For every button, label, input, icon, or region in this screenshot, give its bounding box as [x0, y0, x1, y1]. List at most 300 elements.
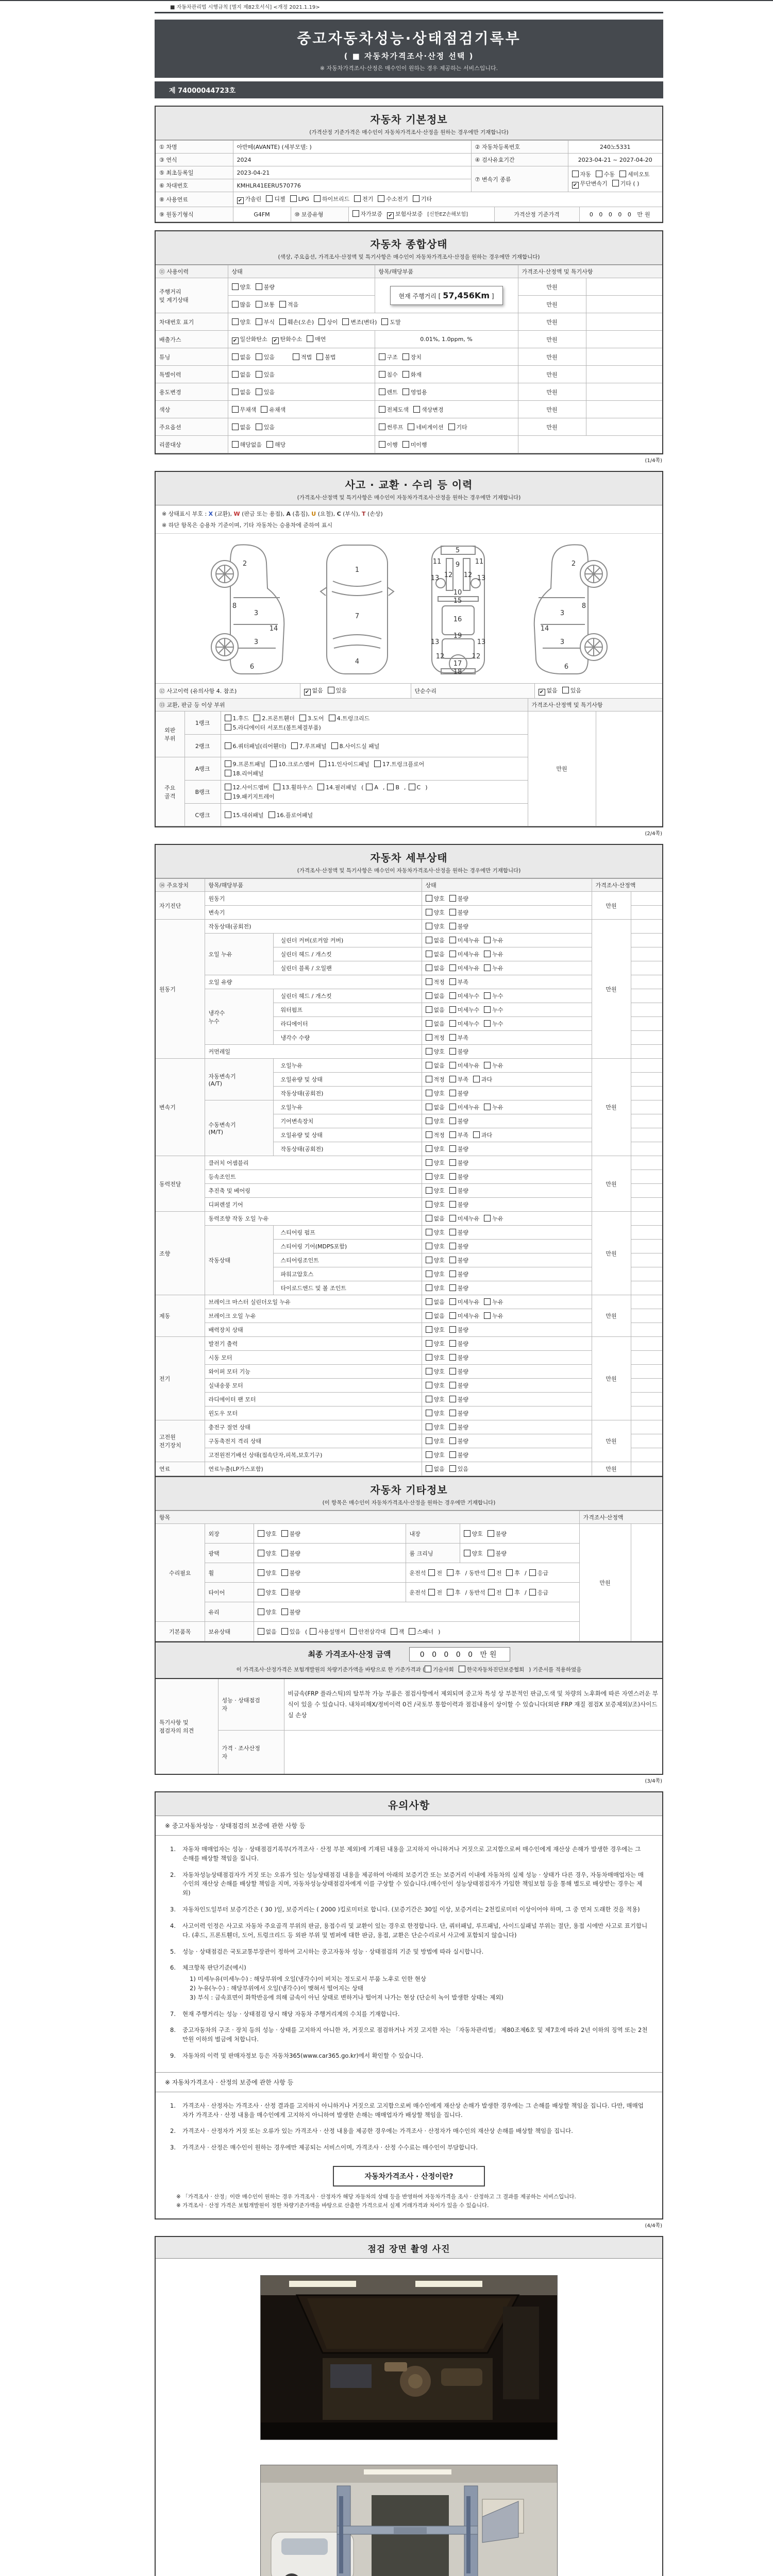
- unchecked-checkbox-icon[interactable]: [449, 1382, 456, 1388]
- checkbox-option[interactable]: 없음: [232, 423, 251, 431]
- unchecked-checkbox-icon[interactable]: [484, 951, 491, 957]
- unchecked-checkbox-icon[interactable]: [449, 1215, 456, 1222]
- checkbox-option[interactable]: ✔ 없음: [539, 686, 558, 696]
- unchecked-checkbox-icon[interactable]: [428, 1569, 435, 1576]
- checkbox-option[interactable]: 양호: [426, 1367, 445, 1376]
- unchecked-checkbox-icon[interactable]: [274, 784, 280, 790]
- checkbox-option[interactable]: 부족: [449, 1131, 468, 1139]
- checkbox-option[interactable]: 17.트렁크플로어: [374, 760, 424, 768]
- unchecked-checkbox-icon[interactable]: [449, 1131, 456, 1138]
- checkbox-option[interactable]: 없음: [426, 1465, 445, 1473]
- checkbox-option[interactable]: 유채색: [261, 405, 285, 414]
- checkbox-option[interactable]: 양호: [426, 922, 445, 930]
- checkbox-option[interactable]: 네비게이션: [408, 423, 443, 431]
- unchecked-checkbox-icon[interactable]: [317, 784, 324, 790]
- unchecked-checkbox-icon[interactable]: [426, 1382, 432, 1388]
- checkbox-option[interactable]: 11.인사이드패널: [320, 760, 369, 768]
- checkbox-option[interactable]: 누수: [484, 1020, 503, 1028]
- unchecked-checkbox-icon[interactable]: [449, 1173, 456, 1180]
- unchecked-checkbox-icon[interactable]: [426, 1062, 432, 1069]
- unchecked-checkbox-icon[interactable]: [449, 1354, 456, 1361]
- unchecked-checkbox-icon[interactable]: [426, 1257, 432, 1263]
- checkbox-option[interactable]: 부족: [449, 978, 468, 986]
- unchecked-checkbox-icon[interactable]: [459, 1666, 465, 1672]
- unchecked-checkbox-icon[interactable]: [449, 1423, 456, 1430]
- unchecked-checkbox-icon[interactable]: [426, 1117, 432, 1124]
- checkbox-option[interactable]: 불량: [488, 1530, 507, 1538]
- checkbox-option[interactable]: ✔ 탄화수소: [272, 335, 303, 344]
- checkbox-option[interactable]: 14.필러패널: [317, 783, 357, 791]
- unchecked-checkbox-icon[interactable]: [426, 895, 432, 902]
- unchecked-checkbox-icon[interactable]: [426, 1465, 432, 1472]
- checkbox-option[interactable]: 침수: [379, 370, 398, 379]
- unchecked-checkbox-icon[interactable]: [258, 1569, 264, 1576]
- unchecked-checkbox-icon[interactable]: [307, 335, 313, 342]
- unchecked-checkbox-icon[interactable]: [464, 1530, 470, 1537]
- unchecked-checkbox-icon[interactable]: [352, 210, 359, 217]
- unchecked-checkbox-icon[interactable]: [281, 1608, 288, 1615]
- unchecked-checkbox-icon[interactable]: [426, 964, 432, 971]
- unchecked-checkbox-icon[interactable]: [232, 371, 239, 378]
- unchecked-checkbox-icon[interactable]: [529, 1569, 536, 1576]
- checkbox-option[interactable]: 있음: [256, 388, 275, 396]
- checkbox-option[interactable]: 없음: [426, 1312, 445, 1320]
- checkbox-option[interactable]: 양호: [426, 1145, 445, 1153]
- checkbox-option[interactable]: 적정: [426, 1075, 445, 1083]
- unchecked-checkbox-icon[interactable]: [409, 1628, 415, 1635]
- checkbox-option[interactable]: 있음: [256, 370, 275, 379]
- unchecked-checkbox-icon[interactable]: [426, 1340, 432, 1347]
- unchecked-checkbox-icon[interactable]: [484, 1020, 491, 1027]
- unchecked-checkbox-icon[interactable]: [449, 1229, 456, 1235]
- unchecked-checkbox-icon[interactable]: [449, 1006, 456, 1013]
- checkbox-option[interactable]: 부족: [449, 1075, 468, 1083]
- unchecked-checkbox-icon[interactable]: [426, 1104, 432, 1110]
- checkbox-option[interactable]: 양호: [426, 1451, 445, 1459]
- checkbox-option[interactable]: 과다: [473, 1075, 492, 1083]
- checkbox-option[interactable]: 해당없음: [232, 440, 262, 449]
- unchecked-checkbox-icon[interactable]: [426, 1243, 432, 1249]
- checkbox-option[interactable]: 기타: [448, 423, 467, 431]
- checkbox-option[interactable]: 미세누수: [449, 1006, 480, 1014]
- checkbox-option[interactable]: 없음: [232, 388, 251, 396]
- unchecked-checkbox-icon[interactable]: [426, 1410, 432, 1416]
- unchecked-checkbox-icon[interactable]: [449, 1104, 456, 1110]
- checked-checkbox-icon[interactable]: ✔: [304, 689, 311, 696]
- checkbox-option[interactable]: ✔ 없음: [304, 686, 323, 696]
- unchecked-checkbox-icon[interactable]: [572, 171, 579, 177]
- checkbox-option[interactable]: 1.후드: [225, 714, 249, 722]
- checkbox-option[interactable]: 양호: [426, 1270, 445, 1278]
- unchecked-checkbox-icon[interactable]: [232, 406, 239, 413]
- checkbox-option[interactable]: B: [387, 784, 399, 791]
- checkbox-option[interactable]: 양호: [426, 1089, 445, 1097]
- checked-checkbox-icon[interactable]: ✔: [387, 212, 394, 219]
- unchecked-checkbox-icon[interactable]: [291, 742, 298, 749]
- unchecked-checkbox-icon[interactable]: [402, 388, 409, 395]
- unchecked-checkbox-icon[interactable]: [449, 978, 456, 985]
- unchecked-checkbox-icon[interactable]: [473, 1076, 480, 1082]
- checkbox-option[interactable]: ✔ 가솔린: [237, 195, 262, 204]
- checkbox-option[interactable]: 없음: [258, 1628, 277, 1636]
- unchecked-checkbox-icon[interactable]: [426, 1090, 432, 1096]
- unchecked-checkbox-icon[interactable]: [258, 1530, 264, 1537]
- checkbox-option[interactable]: 누유: [484, 1214, 503, 1223]
- checkbox-option[interactable]: 9.프론트패널: [225, 760, 266, 768]
- unchecked-checkbox-icon[interactable]: [281, 1589, 288, 1596]
- unchecked-checkbox-icon[interactable]: [426, 1270, 432, 1277]
- checkbox-option[interactable]: 없음: [426, 1020, 445, 1028]
- unchecked-checkbox-icon[interactable]: [391, 1628, 397, 1635]
- checkbox-option[interactable]: 미세누수: [449, 992, 480, 1000]
- checkbox-option[interactable]: 해당: [266, 440, 285, 449]
- unchecked-checkbox-icon[interactable]: [449, 1396, 456, 1402]
- unchecked-checkbox-icon[interactable]: [484, 1312, 491, 1319]
- checkbox-option[interactable]: 양호: [426, 1340, 445, 1348]
- checkbox-option[interactable]: 양호: [426, 1200, 445, 1209]
- unchecked-checkbox-icon[interactable]: [293, 353, 299, 360]
- unchecked-checkbox-icon[interactable]: [449, 964, 456, 971]
- checkbox-option[interactable]: 미세누수: [449, 1020, 480, 1028]
- checkbox-option[interactable]: 불법: [316, 353, 335, 361]
- unchecked-checkbox-icon[interactable]: [225, 742, 231, 749]
- checkbox-option[interactable]: 양호: [426, 1395, 445, 1403]
- unchecked-checkbox-icon[interactable]: [232, 318, 239, 325]
- checkbox-option[interactable]: 보통: [256, 300, 275, 309]
- unchecked-checkbox-icon[interactable]: [329, 715, 335, 721]
- checkbox-option[interactable]: 불량: [449, 1353, 468, 1362]
- unchecked-checkbox-icon[interactable]: [506, 1569, 513, 1576]
- unchecked-checkbox-icon[interactable]: [381, 318, 388, 325]
- unchecked-checkbox-icon[interactable]: [374, 760, 381, 767]
- checkbox-option[interactable]: 적음: [279, 300, 298, 309]
- unchecked-checkbox-icon[interactable]: [449, 1270, 456, 1277]
- unchecked-checkbox-icon[interactable]: [366, 784, 373, 790]
- checkbox-option[interactable]: 있음: [562, 686, 581, 694]
- unchecked-checkbox-icon[interactable]: [449, 1326, 456, 1333]
- checkbox-option[interactable]: 구조: [379, 353, 398, 361]
- checkbox-option[interactable]: 전체도색: [379, 405, 409, 414]
- checkbox-option[interactable]: 누유: [484, 1298, 503, 1306]
- checkbox-option[interactable]: 불량: [449, 1117, 468, 1125]
- checkbox-option[interactable]: 양호: [426, 1117, 445, 1125]
- checkbox-option[interactable]: 미이행: [402, 440, 427, 449]
- checkbox-option[interactable]: 화재: [402, 370, 422, 379]
- unchecked-checkbox-icon[interactable]: [449, 1145, 456, 1152]
- unchecked-checkbox-icon[interactable]: [281, 1550, 288, 1556]
- unchecked-checkbox-icon[interactable]: [225, 784, 231, 790]
- checkbox-option[interactable]: 양호: [426, 894, 445, 903]
- unchecked-checkbox-icon[interactable]: [484, 1006, 491, 1013]
- checkbox-option[interactable]: 장치: [402, 353, 422, 361]
- checkbox-option[interactable]: 불량: [449, 1437, 468, 1445]
- checkbox-option[interactable]: 누유: [484, 1312, 503, 1320]
- unchecked-checkbox-icon[interactable]: [379, 441, 385, 448]
- unchecked-checkbox-icon[interactable]: [449, 1076, 456, 1082]
- unchecked-checkbox-icon[interactable]: [426, 1006, 432, 1013]
- unchecked-checkbox-icon[interactable]: [448, 423, 455, 430]
- checkbox-option[interactable]: 미세누유: [449, 964, 480, 972]
- unchecked-checkbox-icon[interactable]: [299, 715, 306, 721]
- unchecked-checkbox-icon[interactable]: [225, 724, 231, 731]
- unchecked-checkbox-icon[interactable]: [402, 441, 409, 448]
- checkbox-option[interactable]: 불량: [449, 1187, 468, 1195]
- checkbox-option[interactable]: 19.패키지트레이: [225, 792, 275, 801]
- checkbox-option[interactable]: 상이: [318, 318, 338, 326]
- unchecked-checkbox-icon[interactable]: [596, 171, 602, 177]
- checkbox-option[interactable]: 양호: [258, 1608, 277, 1616]
- checkbox-option[interactable]: 불량: [449, 1145, 468, 1153]
- unchecked-checkbox-icon[interactable]: [379, 371, 385, 378]
- unchecked-checkbox-icon[interactable]: [426, 1159, 432, 1166]
- checkbox-option[interactable]: 없음: [232, 370, 251, 379]
- checkbox-option[interactable]: 양호: [426, 1256, 445, 1264]
- unchecked-checkbox-icon[interactable]: [449, 1257, 456, 1263]
- unchecked-checkbox-icon[interactable]: [426, 1145, 432, 1152]
- checkbox-option[interactable]: 적정: [426, 1033, 445, 1042]
- unchecked-checkbox-icon[interactable]: [413, 406, 420, 413]
- unchecked-checkbox-icon[interactable]: [268, 811, 275, 818]
- unchecked-checkbox-icon[interactable]: [449, 1048, 456, 1055]
- checkbox-option[interactable]: 없음: [426, 936, 445, 944]
- checkbox-option[interactable]: 불량: [449, 1159, 468, 1167]
- checkbox-option[interactable]: LPG: [290, 195, 309, 202]
- unchecked-checkbox-icon[interactable]: [426, 978, 432, 985]
- checkbox-option[interactable]: 양호: [426, 1326, 445, 1334]
- checkbox-option[interactable]: 양호: [426, 1437, 445, 1445]
- checkbox-option[interactable]: 불량: [281, 1608, 300, 1616]
- checkbox-option[interactable]: 양호: [426, 1159, 445, 1167]
- unchecked-checkbox-icon[interactable]: [318, 318, 325, 325]
- checkbox-option[interactable]: 썬루프: [379, 423, 404, 431]
- checkbox-option[interactable]: 양호: [426, 1409, 445, 1417]
- checkbox-option[interactable]: 렌트: [379, 388, 398, 396]
- checkbox-option[interactable]: 불량: [281, 1549, 300, 1557]
- checkbox-option[interactable]: 불량: [449, 1284, 468, 1292]
- checkbox-option[interactable]: C: [409, 784, 421, 791]
- unchecked-checkbox-icon[interactable]: [488, 1589, 495, 1596]
- checkbox-option[interactable]: 없음: [426, 1103, 445, 1111]
- checkbox-option[interactable]: 이행: [379, 440, 398, 449]
- unchecked-checkbox-icon[interactable]: [484, 992, 491, 999]
- unchecked-checkbox-icon[interactable]: [314, 195, 321, 202]
- unchecked-checkbox-icon[interactable]: [279, 318, 286, 325]
- checkbox-option[interactable]: 전: [428, 1569, 442, 1577]
- unchecked-checkbox-icon[interactable]: [449, 1117, 456, 1124]
- checkbox-option[interactable]: 없음: [232, 353, 251, 361]
- unchecked-checkbox-icon[interactable]: [225, 770, 231, 776]
- checkbox-option[interactable]: 부족: [449, 1033, 468, 1042]
- unchecked-checkbox-icon[interactable]: [258, 1628, 264, 1635]
- unchecked-checkbox-icon[interactable]: [232, 441, 239, 448]
- checkbox-option[interactable]: 8.사이드실 패널: [331, 742, 380, 750]
- checkbox-option[interactable]: 과다: [473, 1131, 492, 1139]
- unchecked-checkbox-icon[interactable]: [484, 1104, 491, 1110]
- checkbox-option[interactable]: 하이브리드: [314, 195, 349, 203]
- checkbox-option[interactable]: 적정: [426, 1131, 445, 1139]
- checkbox-option[interactable]: 미세누유: [449, 950, 480, 958]
- checkbox-option[interactable]: 양호: [426, 1284, 445, 1292]
- checkbox-option[interactable]: 불량: [449, 1423, 468, 1431]
- unchecked-checkbox-icon[interactable]: [402, 371, 409, 378]
- unchecked-checkbox-icon[interactable]: [449, 1062, 456, 1069]
- checkbox-option[interactable]: 전: [488, 1588, 502, 1597]
- checkbox-option[interactable]: 미세누유: [449, 1312, 480, 1320]
- checkbox-option[interactable]: 없음: [426, 1214, 445, 1223]
- checkbox-option[interactable]: 누유: [484, 1061, 503, 1070]
- checkbox-option[interactable]: 양호: [426, 1047, 445, 1056]
- checkbox-option[interactable]: 미세누유: [449, 936, 480, 944]
- unchecked-checkbox-icon[interactable]: [506, 1589, 513, 1596]
- checkbox-option[interactable]: 불량: [449, 1173, 468, 1181]
- checkbox-option[interactable]: 양호: [426, 1242, 445, 1250]
- checkbox-option[interactable]: 불량: [449, 1200, 468, 1209]
- checkbox-option[interactable]: 안전삼각대: [350, 1628, 385, 1636]
- unchecked-checkbox-icon[interactable]: [449, 1437, 456, 1444]
- checkbox-option[interactable]: 6.쿼터패널(리어휀더): [225, 742, 287, 750]
- unchecked-checkbox-icon[interactable]: [270, 760, 277, 767]
- unchecked-checkbox-icon[interactable]: [378, 195, 384, 202]
- checkbox-option[interactable]: 디젤: [266, 195, 285, 203]
- unchecked-checkbox-icon[interactable]: [428, 1589, 435, 1596]
- checkbox-option[interactable]: 누수: [484, 1006, 503, 1014]
- checkbox-option[interactable]: 없음: [426, 1006, 445, 1014]
- checkbox-option[interactable]: 없음: [426, 950, 445, 958]
- unchecked-checkbox-icon[interactable]: [426, 1451, 432, 1458]
- unchecked-checkbox-icon[interactable]: [316, 353, 323, 360]
- checkbox-option[interactable]: 많음: [232, 300, 251, 309]
- unchecked-checkbox-icon[interactable]: [426, 1298, 432, 1305]
- checkbox-option[interactable]: 수동: [596, 170, 615, 178]
- checkbox-option[interactable]: 2.프론트휀더: [254, 714, 295, 722]
- checkbox-option[interactable]: 적정: [426, 978, 445, 986]
- checked-checkbox-icon[interactable]: ✔: [539, 689, 545, 696]
- unchecked-checkbox-icon[interactable]: [258, 1550, 264, 1556]
- checkbox-option[interactable]: 10.크로스멤버: [270, 760, 315, 768]
- unchecked-checkbox-icon[interactable]: [449, 1159, 456, 1166]
- unchecked-checkbox-icon[interactable]: [484, 1062, 491, 1069]
- checkbox-option[interactable]: 불량: [449, 1340, 468, 1348]
- checkbox-option[interactable]: 색상변경: [413, 405, 444, 414]
- unchecked-checkbox-icon[interactable]: [449, 1340, 456, 1347]
- unchecked-checkbox-icon[interactable]: [426, 1201, 432, 1208]
- checkbox-option[interactable]: 양호: [464, 1530, 483, 1538]
- unchecked-checkbox-icon[interactable]: [426, 1187, 432, 1194]
- checkbox-option[interactable]: 13.휠하우스: [274, 783, 313, 791]
- unchecked-checkbox-icon[interactable]: [529, 1589, 536, 1596]
- unchecked-checkbox-icon[interactable]: [225, 760, 231, 767]
- checked-checkbox-icon[interactable]: ✔: [572, 182, 579, 189]
- checkbox-option[interactable]: 후: [447, 1569, 461, 1577]
- checkbox-option[interactable]: 있음: [328, 686, 347, 694]
- checkbox-option[interactable]: 불량: [449, 1409, 468, 1417]
- unchecked-checkbox-icon[interactable]: [354, 195, 361, 202]
- checkbox-option[interactable]: 없음: [426, 1061, 445, 1070]
- checkbox-option[interactable]: 있음: [256, 423, 275, 431]
- checkbox-option[interactable]: 불량: [281, 1569, 300, 1577]
- unchecked-checkbox-icon[interactable]: [449, 895, 456, 902]
- checkbox-option[interactable]: 영업용: [402, 388, 427, 396]
- checkbox-option[interactable]: 잭: [391, 1628, 405, 1636]
- unchecked-checkbox-icon[interactable]: [426, 909, 432, 916]
- unchecked-checkbox-icon[interactable]: [379, 423, 385, 430]
- checkbox-option[interactable]: 응급: [529, 1569, 548, 1577]
- unchecked-checkbox-icon[interactable]: [449, 1465, 456, 1472]
- checkbox-option[interactable]: 12.사이드멤버: [225, 783, 270, 791]
- checkbox-option[interactable]: 사용설명서: [310, 1628, 345, 1636]
- checkbox-option[interactable]: 수소전기: [378, 195, 408, 203]
- unchecked-checkbox-icon[interactable]: [449, 1410, 456, 1416]
- checkbox-option[interactable]: 양호: [426, 1381, 445, 1389]
- unchecked-checkbox-icon[interactable]: [449, 1298, 456, 1305]
- unchecked-checkbox-icon[interactable]: [426, 992, 432, 999]
- checkbox-option[interactable]: 자동: [572, 170, 591, 178]
- checkbox-option[interactable]: 불량: [281, 1588, 300, 1597]
- checkbox-option[interactable]: 있음: [449, 1465, 468, 1473]
- unchecked-checkbox-icon[interactable]: [232, 283, 239, 290]
- checkbox-option[interactable]: 누유: [484, 950, 503, 958]
- checkbox-option[interactable]: 미세누유: [449, 1103, 480, 1111]
- unchecked-checkbox-icon[interactable]: [232, 353, 239, 360]
- checkbox-option[interactable]: 세미오토: [619, 170, 650, 178]
- checkbox-option[interactable]: 불량: [449, 1326, 468, 1334]
- unchecked-checkbox-icon[interactable]: [350, 1628, 357, 1635]
- checkbox-option[interactable]: 누유: [484, 1103, 503, 1111]
- checkbox-option[interactable]: 불량: [449, 1381, 468, 1389]
- unchecked-checkbox-icon[interactable]: [225, 811, 231, 818]
- checkbox-option[interactable]: 양호: [426, 1173, 445, 1181]
- checkbox-option[interactable]: 양호: [232, 283, 251, 291]
- unchecked-checkbox-icon[interactable]: [225, 715, 231, 721]
- unchecked-checkbox-icon[interactable]: [464, 1550, 470, 1556]
- checkbox-option[interactable]: 스패너: [409, 1628, 433, 1636]
- checkbox-option[interactable]: 매연: [307, 335, 326, 343]
- checkbox-option[interactable]: 도말: [381, 318, 400, 326]
- unchecked-checkbox-icon[interactable]: [232, 388, 239, 395]
- checkbox-option[interactable]: 불량: [449, 1270, 468, 1278]
- unchecked-checkbox-icon[interactable]: [484, 964, 491, 971]
- checkbox-option[interactable]: 불량: [449, 1367, 468, 1376]
- unchecked-checkbox-icon[interactable]: [426, 1437, 432, 1444]
- checkbox-option[interactable]: 미세누유: [449, 1214, 480, 1223]
- unchecked-checkbox-icon[interactable]: [426, 1034, 432, 1041]
- checkbox-option[interactable]: 불량: [449, 1395, 468, 1403]
- checkbox-option[interactable]: 3.도어: [299, 714, 324, 722]
- unchecked-checkbox-icon[interactable]: [342, 318, 349, 325]
- unchecked-checkbox-icon[interactable]: [261, 406, 267, 413]
- unchecked-checkbox-icon[interactable]: [449, 1243, 456, 1249]
- checkbox-option[interactable]: 응급: [529, 1588, 548, 1597]
- checkbox-option[interactable]: 16.플로어패널: [268, 811, 313, 819]
- unchecked-checkbox-icon[interactable]: [408, 423, 414, 430]
- unchecked-checkbox-icon[interactable]: [256, 318, 262, 325]
- unchecked-checkbox-icon[interactable]: [426, 1076, 432, 1082]
- checkbox-option[interactable]: 불량: [281, 1530, 300, 1538]
- checkbox-option[interactable]: 불량: [449, 1256, 468, 1264]
- unchecked-checkbox-icon[interactable]: [449, 923, 456, 929]
- unchecked-checkbox-icon[interactable]: [425, 1666, 431, 1672]
- unchecked-checkbox-icon[interactable]: [447, 1589, 453, 1596]
- unchecked-checkbox-icon[interactable]: [449, 1090, 456, 1096]
- unchecked-checkbox-icon[interactable]: [449, 1284, 456, 1291]
- checkbox-option[interactable]: 양호: [426, 1423, 445, 1431]
- checkbox-option[interactable]: 불량: [256, 283, 275, 291]
- unchecked-checkbox-icon[interactable]: [225, 793, 231, 800]
- unchecked-checkbox-icon[interactable]: [266, 195, 273, 202]
- unchecked-checkbox-icon[interactable]: [281, 1569, 288, 1576]
- checkbox-option[interactable]: 기술사회: [425, 1666, 454, 1673]
- checkbox-option[interactable]: 자가보증: [352, 210, 383, 218]
